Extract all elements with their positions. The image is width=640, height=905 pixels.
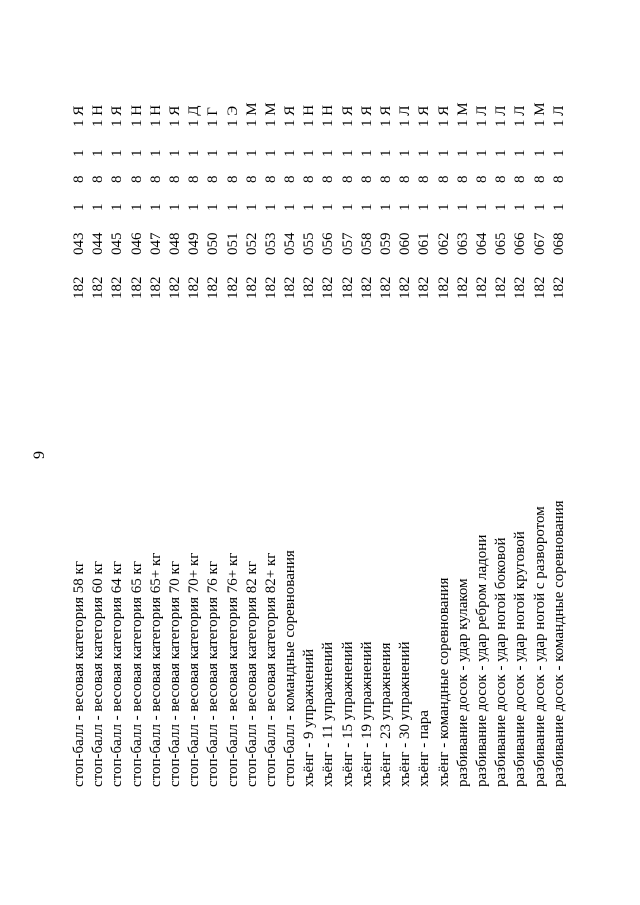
code-part-2: 052 [243,232,260,255]
code-part-6: 1 Г [205,107,222,127]
code-part-3: 1 [186,203,203,211]
discipline-name: хъёнг - 11 упражнений [320,641,337,787]
code-part-1: 182 [186,276,203,299]
table-row [492,0,511,905]
code-part-3: 1 [550,203,567,211]
discipline-name: разбивание досок - удар ногой с разворотом [531,506,548,787]
code-part-6: 1 М [531,102,548,127]
discipline-name: стоп-балл - весовая категория 65+ кг [147,552,164,787]
code-part-1: 182 [128,276,145,299]
code-part-5: 1 [493,149,510,157]
table-row [70,0,89,905]
code-part-6: 1 Я [378,105,394,127]
code-part-1: 182 [512,276,529,299]
code-part-4: 8 [550,175,567,183]
code-part-3: 1 [378,203,394,211]
code-part-1: 182 [531,276,548,299]
code-part-5: 1 [109,149,126,157]
code-part-3: 1 [282,203,299,211]
code-part-4: 8 [358,175,375,183]
code-part-5: 1 [262,149,279,157]
code-part-2: 051 [224,232,241,255]
code-part-1: 182 [358,276,375,299]
code-part-3: 1 [358,203,375,211]
code-part-1: 182 [378,276,394,299]
code-part-1: 182 [282,276,299,299]
code-part-4: 8 [378,175,394,183]
code-part-1: 182 [454,276,471,299]
code-part-6: 1 Я [435,105,452,127]
code-part-5: 1 [243,149,260,157]
code-part-1: 182 [205,276,222,299]
discipline-name: разбивание досок - командные соревнования [550,500,567,787]
code-part-6: 1 Л [512,105,529,127]
code-part-3: 1 [473,203,490,211]
code-part-5: 1 [435,149,452,157]
code-part-5: 1 [358,149,375,157]
code-part-1: 182 [301,276,318,299]
table-row [415,0,434,905]
table-row [243,0,262,905]
code-part-2: 066 [512,232,529,255]
code-part-4: 8 [301,175,318,183]
code-part-3: 1 [397,203,414,211]
code-part-4: 8 [205,175,222,183]
code-part-5: 1 [397,149,414,157]
table-row [396,0,415,905]
code-part-5: 1 [339,149,356,157]
table-row [300,0,319,905]
code-part-6: 1 М [262,102,279,127]
code-part-3: 1 [512,203,529,211]
discipline-name: хъёнг - 23 упражнения [378,642,394,787]
discipline-name: разбивание досок - удар ногой круговой [512,531,529,787]
code-part-4: 8 [128,175,145,183]
code-part-1: 182 [224,276,241,299]
code-part-4: 8 [224,175,241,183]
discipline-name: стоп-балл - весовая категория 76 кг [205,561,222,787]
code-part-2: 067 [531,232,548,255]
discipline-name: хъёнг - 15 упражнений [339,641,356,787]
code-part-6: 1 Я [109,105,126,127]
table-row [377,0,396,905]
code-part-4: 8 [109,175,126,183]
discipline-name: стоп-балл - весовая категория 65 кг [128,561,145,787]
code-part-1: 182 [71,276,87,299]
code-part-2: 065 [493,232,510,255]
code-part-3: 1 [109,203,126,211]
code-part-1: 182 [416,276,433,299]
code-part-4: 8 [262,175,279,183]
discipline-name: разбивание досок - удар ногой боковой [493,537,510,787]
code-part-5: 1 [512,149,529,157]
code-part-6: 1 Н [320,104,337,127]
code-part-3: 1 [454,203,471,211]
code-part-3: 1 [224,203,241,211]
discipline-name: стоп-балл - весовая категория 70+ кг [186,552,203,787]
code-part-4: 8 [320,175,337,183]
code-part-1: 182 [166,276,183,299]
code-part-2: 047 [147,232,164,255]
code-part-3: 1 [301,203,318,211]
table-row [454,0,473,905]
code-part-6: 1 Л [493,105,510,127]
table-row [185,0,204,905]
code-part-4: 8 [493,175,510,183]
table-row [473,0,492,905]
table-row [166,0,185,905]
code-part-4: 8 [282,175,299,183]
code-part-3: 1 [262,203,279,211]
discipline-name: хъёнг - 30 упражнений [397,641,414,787]
code-part-6: 1 Л [550,105,567,127]
code-part-2: 068 [550,232,567,255]
code-part-2: 064 [473,232,490,255]
code-part-6: 1 Я [166,105,183,127]
code-part-6: 1 Я [358,105,375,127]
code-part-2: 055 [301,232,318,255]
discipline-name: стоп-балл - весовая категория 82 кг [243,561,260,787]
code-part-2: 060 [397,232,414,255]
code-part-1: 182 [243,276,260,299]
code-part-3: 1 [243,203,260,211]
code-part-5: 1 [301,149,318,157]
code-part-5: 1 [454,149,471,157]
code-part-2: 059 [378,232,394,255]
code-part-6: 1 Д [186,105,203,127]
code-part-5: 1 [166,149,183,157]
code-part-2: 046 [128,232,145,255]
code-part-3: 1 [320,203,337,211]
code-part-2: 058 [358,232,375,255]
code-part-5: 1 [128,149,145,157]
code-part-5: 1 [282,149,299,157]
table-row [128,0,147,905]
table-row [339,0,358,905]
code-part-4: 8 [166,175,183,183]
table-row [358,0,377,905]
discipline-name: хъёнг - 9 упражнений [301,648,318,787]
code-part-1: 182 [147,276,164,299]
code-part-5: 1 [71,149,87,157]
code-part-5: 1 [147,149,164,157]
code-part-6: 1 Л [473,105,490,127]
code-part-4: 8 [454,175,471,183]
code-part-3: 1 [493,203,510,211]
code-part-4: 8 [186,175,203,183]
code-part-5: 1 [473,149,490,157]
code-part-3: 1 [416,203,433,211]
code-part-2: 050 [205,232,222,255]
code-part-5: 1 [416,149,433,157]
code-part-2: 049 [186,232,203,255]
code-part-5: 1 [224,149,241,157]
code-part-6: 1 М [454,102,471,127]
table-row [89,0,108,905]
discipline-name: стоп-балл - весовая категория 60 кг [90,561,107,787]
code-part-5: 1 [186,149,203,157]
discipline-name: стоп-балл - весовая категория 58 кг [71,561,87,787]
code-part-2: 048 [166,232,183,255]
code-part-1: 182 [397,276,414,299]
table-row [224,0,243,905]
discipline-name: хъёнг - пара [416,710,433,787]
code-part-1: 182 [109,276,126,299]
code-part-1: 182 [473,276,490,299]
code-part-1: 182 [435,276,452,299]
code-part-1: 182 [262,276,279,299]
code-part-2: 053 [262,232,279,255]
code-part-4: 8 [531,175,548,183]
table-row [435,0,454,905]
code-part-6: 1 Я [282,105,299,127]
code-part-5: 1 [550,149,567,157]
code-part-6: 1 Н [90,104,107,127]
code-part-6: 1 Н [128,104,145,127]
table-row [531,0,550,905]
code-part-3: 1 [166,203,183,211]
discipline-name: стоп-балл - весовая категория 70 кг [166,561,183,787]
code-part-6: 1 Я [339,105,356,127]
table-row [511,0,530,905]
code-part-4: 8 [397,175,414,183]
code-part-5: 1 [205,149,222,157]
code-part-2: 061 [416,232,433,255]
table-row [281,0,300,905]
discipline-name: разбивание досок - удар ребром ладони [473,534,490,787]
code-part-4: 8 [416,175,433,183]
code-part-2: 057 [339,232,356,255]
code-part-6: 1 Н [147,104,164,127]
table-row [147,0,166,905]
code-part-3: 1 [147,203,164,211]
table-row [204,0,223,905]
code-part-1: 182 [493,276,510,299]
code-part-4: 8 [71,175,87,183]
code-part-6: 1 М [243,102,260,127]
code-part-1: 182 [550,276,567,299]
page-number: 9 [31,451,48,459]
code-part-4: 8 [90,175,107,183]
code-part-3: 1 [71,203,87,211]
code-part-4: 8 [473,175,490,183]
code-part-4: 8 [339,175,356,183]
table-row [108,0,127,905]
code-part-1: 182 [320,276,337,299]
code-part-5: 1 [320,149,337,157]
code-part-6: 1 Э [224,105,241,127]
code-part-1: 182 [90,276,107,299]
code-part-6: 1 Я [71,105,87,127]
code-part-3: 1 [205,203,222,211]
code-part-6: 1 Н [301,104,318,127]
discipline-name: стоп-балл - весовая категория 76+ кг [224,552,241,787]
code-part-2: 062 [435,232,452,255]
code-part-2: 045 [109,232,126,255]
code-part-2: 056 [320,232,337,255]
code-part-5: 1 [531,149,548,157]
code-part-5: 1 [378,149,394,157]
discipline-name: хъёнг - командные соревнования [435,577,452,787]
code-part-3: 1 [531,203,548,211]
code-part-4: 8 [435,175,452,183]
discipline-name: стоп-балл - командные соревнования [282,550,299,787]
code-part-1: 182 [339,276,356,299]
code-part-6: 1 Я [416,105,433,127]
code-part-6: 1 Л [397,105,414,127]
table-row [262,0,281,905]
code-part-4: 8 [147,175,164,183]
code-part-2: 063 [454,232,471,255]
sports-table [70,0,569,905]
code-part-4: 8 [512,175,529,183]
discipline-name: стоп-балл - весовая категория 82+ кг [262,552,279,787]
code-part-3: 1 [90,203,107,211]
code-part-3: 1 [339,203,356,211]
discipline-name: разбивание досок - удар кулаком [454,578,471,787]
code-part-3: 1 [128,203,145,211]
discipline-name: хъёнг - 19 упражнений [358,641,375,787]
code-part-2: 054 [282,232,299,255]
code-part-2: 043 [71,232,87,255]
table-row [550,0,569,905]
code-part-4: 8 [243,175,260,183]
discipline-name: стоп-балл - весовая категория 64 кг [109,561,126,787]
code-part-5: 1 [90,149,107,157]
code-part-2: 044 [90,232,107,255]
code-part-3: 1 [435,203,452,211]
table-row [319,0,338,905]
